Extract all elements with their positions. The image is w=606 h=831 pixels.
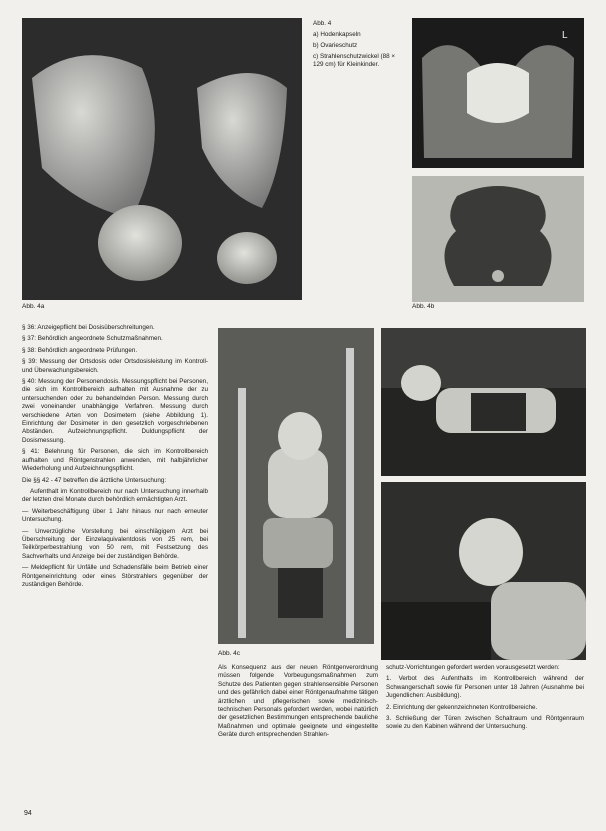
paragraph: § 36: Anzeigepflicht bei Dosisüberschreitungen. bbox=[22, 324, 155, 331]
child-table-image-2 bbox=[381, 482, 586, 660]
xray-image bbox=[412, 18, 584, 168]
paragraph: Die §§ 42 - 47 betreffen die ärztliche Untersuchung: bbox=[22, 476, 167, 484]
svg-text:L: L bbox=[562, 30, 568, 41]
caption-fig4c: Abb. 4c bbox=[218, 650, 241, 657]
figure-4b-photo bbox=[412, 176, 584, 302]
text-column-1 bbox=[22, 324, 208, 808]
protective-caps-image bbox=[22, 18, 302, 300]
text-column-2 bbox=[218, 664, 378, 808]
child-positioning-image bbox=[218, 328, 374, 644]
paragraph: — Unverzügliche Vorstellung bei einschlägigem Arzt bei Überschreitung der Einzelaquivalentdosis von 25 rem, bei Teilkörperbestrahlung von 50 rem, mit Festsetzung des Sachverhalts und Anzeige bei der zuständigen Behörde. bbox=[22, 527, 208, 560]
paragraph: 3. Schließung der Türen zwischen Schaltraum und Röntgenraum sowie zu den Kabinen während der Untersuchung. bbox=[386, 715, 584, 731]
paragraph: § 39: Messung der Ortsdosis oder Ortsdosisleistung im Kontroll- und Überwachungsbereich. bbox=[22, 358, 208, 374]
legend-item-b: b) Ovarieschutz bbox=[313, 42, 358, 49]
page-number: 94 bbox=[24, 810, 32, 817]
paragraph: § 40: Messung der Personendosis. Messungspflicht bei Personen, die sich im Kontrollbereich aufhalten mit Ausnahme der zu untersuchenden oder zu behandelnden Person. Messung durch zwei voneinander unabhängige Verfahren. Messung durch verschiedene Arten von Dosimetern (siehe Abbildung 1). Einrichtung der Dosimeter in den gesetzlich vorgeschriebenen Abständen. Aufzeichnungspflicht. Duldungspflicht der Dosismessung. bbox=[22, 378, 208, 444]
caption-fig4b: Abb. 4b bbox=[412, 303, 435, 310]
legend-item-c: c) Strahlenschutzwickel (88 × 129 cm) für Kleinkinder. bbox=[313, 53, 396, 68]
paragraph: schutz-Vorrichtungen gefordert werden vorausgesetzt werden: bbox=[386, 664, 560, 671]
legend-title: Abb. 4 bbox=[313, 20, 332, 27]
child-on-table-photo-1 bbox=[381, 328, 586, 476]
paragraph: § 37: Behördlich angeordnete Schutzmaßnahmen. bbox=[22, 335, 163, 343]
paragraph: 2. Einrichtung der gekennzeichneten Kontrollbereiche. bbox=[386, 703, 538, 711]
figure-legend bbox=[313, 20, 403, 72]
text-column-3 bbox=[386, 664, 584, 808]
xray-pelvis-photo bbox=[412, 18, 584, 168]
paragraph: Als Konsequenz aus der neuen Röntgenverordnung müssen folgende Vorbeugungsmaßnahmen zum Schutze des Patienten gegen strahlensensible Personen und des gefährlich dabei einer Röntgenaufnahme tätigen ärztlichen und pflegerischen sowie medizinisch-technischen Personals gefordert werden, wobei natürlich der gesetzlichen Bestimmungen entsprechende bauliche Maßnahmen und optimale geeignete und eingestellte Geräte durch entsprechenden Strahlen- bbox=[218, 664, 378, 739]
caption-fig4a: Abb. 4a bbox=[22, 303, 45, 310]
paragraph: — Weiterbeschäftigung über 1 Jahr hinaus nur nach erneuter Untersuchung. bbox=[22, 507, 208, 524]
ovary-shield-image bbox=[412, 176, 584, 302]
child-table-image-1 bbox=[381, 328, 586, 476]
paragraph: § 41: Belehrung für Personen, die sich im Kontrollbereich aufhalten und Röntgenstrahlen anwenden, mit halbjährlicher Wiederholung und Aufzeichnungspflicht. bbox=[22, 448, 208, 473]
child-on-table-photo-2 bbox=[381, 482, 586, 660]
paragraph: Aufenthalt im Kontrollbereich nur nach Untersuchung innerhalb der letzten drei Monate durch behördlich ermächtigten Arzt. bbox=[22, 487, 208, 504]
figure-4a-photo bbox=[22, 18, 302, 300]
figure-4c-photo bbox=[218, 328, 374, 644]
paragraph: § 38: Behördlich angeordnete Prüfungen. bbox=[22, 346, 138, 354]
paragraph: 1. Verbot des Aufenthalts im Kontrollbereich während der Schwangerschaft sowie für Personen unter 18 Jahren (Ausnahme bei Jugendlichen: Ausbildung). bbox=[386, 675, 584, 700]
paragraph: — Meldepflicht für Unfälle und Schadensfälle beim Betrieb einer Röntgeneinrichtung oder eines Störstrahlers gegenüber der zuständigen Behörde. bbox=[22, 564, 208, 588]
legend-item-a: a) Hodenkapseln bbox=[313, 31, 361, 38]
